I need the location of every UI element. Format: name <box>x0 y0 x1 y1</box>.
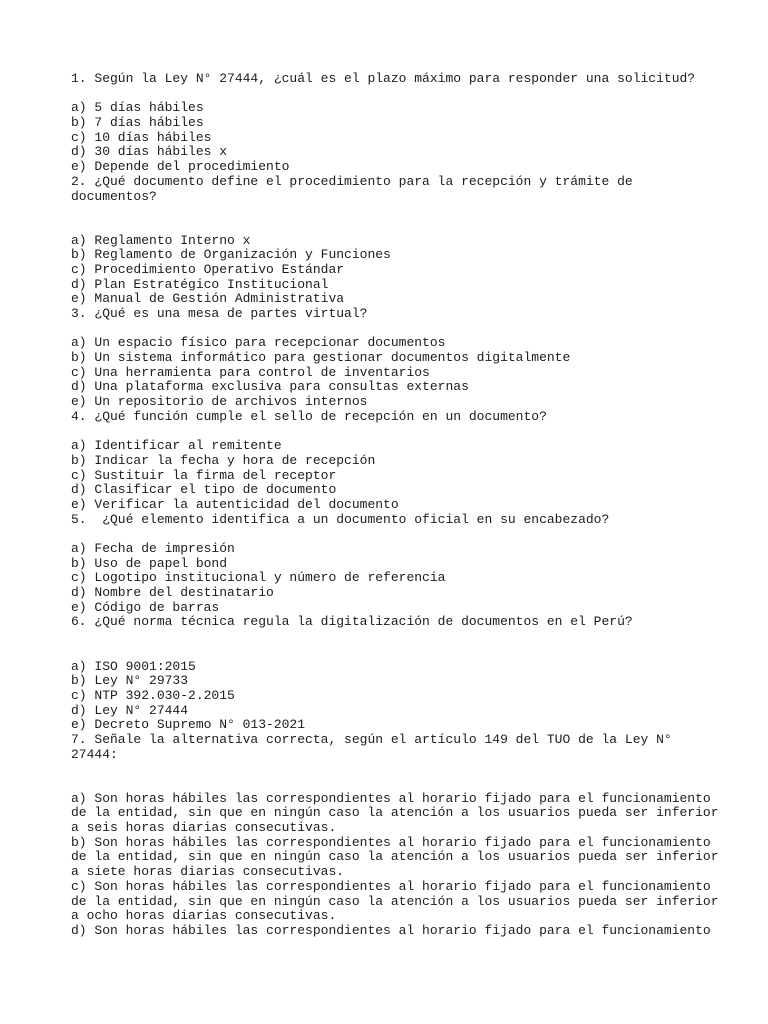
document-line: c) NTP 392.030-2.2015 <box>71 687 235 703</box>
document-line: e) Un repositorio de archivos internos <box>71 394 368 410</box>
document-line: b) Ley N° 29733 <box>71 673 189 689</box>
blank-line <box>71 527 701 542</box>
document-line: 4. ¿Qué función cumple el sello de recepción en un documento? <box>71 408 547 424</box>
blank-line <box>71 204 701 219</box>
document-line: b) Uso de papel bond <box>71 555 228 571</box>
document-line: a) ISO 9001:2015 <box>71 658 196 674</box>
document-line: a) 5 días hábiles <box>71 100 204 116</box>
document-line: c) Procedimiento Operativo Estándar <box>71 261 345 277</box>
document-line: a) Un espacio físico para recepcionar documentos <box>71 335 446 351</box>
document-line: b) Reglamento de Organización y Funciones <box>71 247 391 263</box>
document-line: a) Son horas hábiles las correspondientes al horario fijado para el funcionamiento <box>71 790 711 806</box>
document-page <box>71 71 719 939</box>
document-line: d) 30 días hábiles x <box>71 144 228 160</box>
document-line: a) Fecha de impresión <box>71 541 235 556</box>
document-line: 1. Según la Ley N° 27444, ¿cuál es el plazo máximo para responder una solicitud? <box>71 71 696 86</box>
document-line: b) Son horas hábiles las correspondientes al horario fijado para el funcionamiento <box>71 834 711 850</box>
document-line: d) Una plataforma exclusiva para consultas externas <box>71 379 469 395</box>
document-line: d) Plan Estratégico Institucional <box>71 276 329 292</box>
blank-line <box>71 219 701 234</box>
blank-line <box>71 322 701 337</box>
document-line: a ocho horas diarias consecutivas. <box>71 908 337 924</box>
document-line: c) Una herramienta para control de inventarios <box>71 364 430 380</box>
document-line: d) Clasificar el tipo de documento <box>71 482 337 498</box>
document-line: 5. ¿Qué elemento identifica a un documento oficial en su encabezado? <box>71 511 610 527</box>
document-line: 27444: <box>71 746 118 762</box>
blank-line <box>71 777 701 792</box>
document-line: c) Logotipo institucional y número de referencia <box>71 570 446 586</box>
document-line: e) Depende del procedimiento <box>71 159 290 175</box>
document-line: e) Manual de Gestión Administrativa <box>71 291 345 307</box>
blank-line <box>71 762 701 777</box>
document-line: 6. ¿Qué norma técnica regula la digitalización de documentos en el Perú? <box>71 614 633 630</box>
document-line: d) Nombre del destinatario <box>71 585 274 601</box>
document-line: a seis horas diarias consecutivas. <box>71 820 337 836</box>
blank-line <box>71 425 701 440</box>
document-line: b) 7 días hábiles <box>71 115 204 131</box>
document-line: documentos? <box>71 188 157 204</box>
document-line: de la entidad, sin que en ningún caso la atención a los usuarios pueda ser inferior <box>71 849 719 865</box>
document-line: b) Un sistema informático para gestionar documentos digitalmente <box>71 350 571 366</box>
document-line: 7. Señale la alternativa correcta, según el artículo 149 del TUO de la Ley N° <box>71 731 672 747</box>
blank-line <box>71 87 701 102</box>
document-line: d) Ley N° 27444 <box>71 702 189 718</box>
document-line: 3. ¿Qué es una mesa de partes virtual? <box>71 306 368 321</box>
document-line: e) Decreto Supremo N° 013-2021 <box>71 717 306 733</box>
document-line: 2. ¿Qué documento define el procedimiento para la recepción y trámite de <box>71 173 633 189</box>
document-line: a) Identificar al remitente <box>71 438 282 454</box>
document-line: de la entidad, sin que en ningún caso la atención a los usuarios pueda ser inferior <box>71 805 719 821</box>
blank-line <box>71 630 701 645</box>
document-line: b) Indicar la fecha y hora de recepción <box>71 452 376 468</box>
blank-line <box>71 645 701 660</box>
document-line: a) Reglamento Interno x <box>71 232 251 248</box>
document-line: d) Son horas hábiles las correspondientes al horario fijado para el funcionamiento <box>71 922 711 938</box>
document-line: a siete horas diarias consecutivas. <box>71 864 345 880</box>
document-line: de la entidad, sin que en ningún caso la atención a los usuarios pueda ser inferior <box>71 893 719 909</box>
document-line: c) Sustituir la firma del receptor <box>71 467 337 483</box>
document-line: e) Código de barras <box>71 599 220 615</box>
document-line: c) Son horas hábiles las correspondientes al horario fijado para el funcionamiento <box>71 878 711 894</box>
document-line: c) 10 días hábiles <box>71 129 212 145</box>
document-line: e) Verificar la autenticidad del documento <box>71 496 399 512</box>
